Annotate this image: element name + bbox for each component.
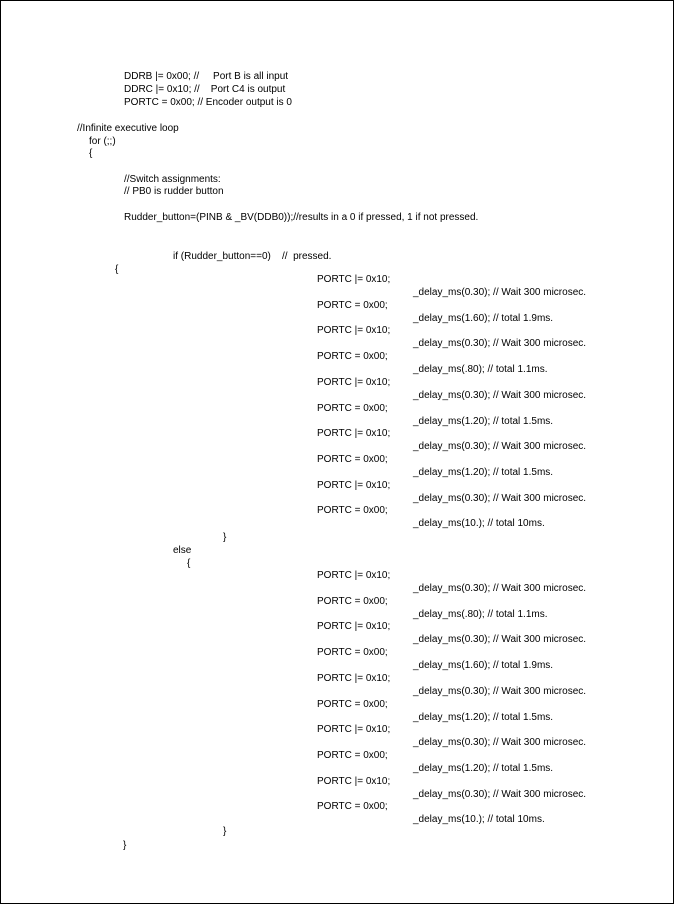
portc-line: PORTC |= 0x10; [317, 325, 391, 337]
delay-line: _delay_ms(1.20); // total 1.5ms. [413, 711, 554, 723]
portc-line: PORTC |= 0x10; [317, 724, 391, 736]
ddrc-line: DDRC |= 0x10; // Port C4 is output [124, 84, 286, 95]
portc-line: PORTC = 0x00; [317, 647, 388, 659]
delay-line: _delay_ms(0.30); // Wait 300 microsec. [413, 441, 587, 453]
delay-line: _delay_ms(1.60); // total 1.9ms. [413, 312, 554, 324]
ddrb-line: DDRB |= 0x00; // Port B is all input [124, 71, 289, 82]
delay-line: _delay_ms(0.30); // Wait 300 microsec. [413, 788, 587, 800]
if-close-brace: } [223, 532, 227, 543]
for-open-brace: { [89, 148, 93, 159]
portc-line: PORTC = 0x00; [317, 299, 388, 311]
delay-line: _delay_ms(1.20); // total 1.5ms. [413, 415, 554, 427]
delay-line: _delay_ms(0.30); // Wait 300 microsec. [413, 338, 587, 350]
portc-line: PORTC |= 0x10; [317, 672, 391, 684]
portc-init-line: PORTC = 0x00; // Encoder output is 0 [124, 97, 292, 108]
delay-line: _delay_ms(0.30); // Wait 300 microsec. [413, 287, 587, 298]
pb0-comment: // PB0 is rudder button [124, 186, 224, 197]
delay-line: _delay_ms(10.); // total 10ms. [413, 814, 545, 826]
portc-line: PORTC |= 0x10; [317, 479, 391, 491]
portc-line: PORTC |= 0x10; [317, 274, 391, 285]
delay-line: _delay_ms(1.20); // total 1.5ms. [413, 466, 554, 478]
portc-line: PORTC = 0x00; [317, 402, 388, 414]
else-close-brace: } [223, 826, 227, 837]
portc-line: PORTC = 0x00; [317, 351, 388, 363]
delay-line: _delay_ms(0.30); // Wait 300 microsec. [413, 685, 587, 697]
switch-comment: //Switch assignments: [124, 174, 221, 185]
delay-line: _delay_ms(0.30); // Wait 300 microsec. [413, 737, 587, 749]
delay-line: _delay_ms(1.20); // total 1.5ms. [413, 762, 554, 774]
delay-line: _delay_ms(0.30); // Wait 300 microsec. [413, 634, 587, 646]
portc-line: PORTC |= 0x10; [317, 621, 391, 633]
portc-line: PORTC = 0x00; [317, 505, 388, 517]
if-statement: if (Rudder_button==0) // pressed. [173, 251, 332, 262]
portc-line: PORTC |= 0x10; [317, 376, 391, 388]
rudder-assign-line: Rudder_button=(PINB & _BV(DDB0));//results in a 0 if pressed, 1 if not pressed. [124, 212, 479, 223]
portc-line: PORTC = 0x00; [317, 801, 388, 813]
portc-line: PORTC |= 0x10; [317, 428, 391, 440]
loop-comment: //Infinite executive loop [77, 123, 179, 134]
delay-line: _delay_ms(0.30); // Wait 300 microsec. [413, 492, 587, 504]
delay-line: _delay_ms(0.30); // Wait 300 microsec. [413, 389, 587, 401]
portc-line: PORTC = 0x00; [317, 698, 388, 710]
portc-line: PORTC |= 0x10; [317, 775, 391, 787]
else-statement: else [173, 545, 192, 556]
delay-line: _delay_ms(10.); // total 10ms. [413, 518, 545, 530]
portc-line: PORTC = 0x00; [317, 749, 388, 761]
portc-line: PORTC = 0x00; [317, 595, 388, 607]
delay-line: _delay_ms(1.60); // total 1.9ms. [413, 660, 554, 672]
delay-line: _delay_ms(.80); // total 1.1ms. [413, 364, 548, 376]
delay-line: _delay_ms(.80); // total 1.1ms. [413, 608, 548, 620]
if-open-brace: { [115, 264, 119, 275]
delay-line: _delay_ms(0.30); // Wait 300 microsec. [413, 583, 587, 594]
else-open-brace: { [187, 558, 191, 569]
for-statement: for (;;) [89, 136, 116, 147]
portc-line: PORTC |= 0x10; [317, 570, 391, 581]
for-close-brace: } [123, 840, 127, 851]
portc-line: PORTC = 0x00; [317, 453, 388, 465]
